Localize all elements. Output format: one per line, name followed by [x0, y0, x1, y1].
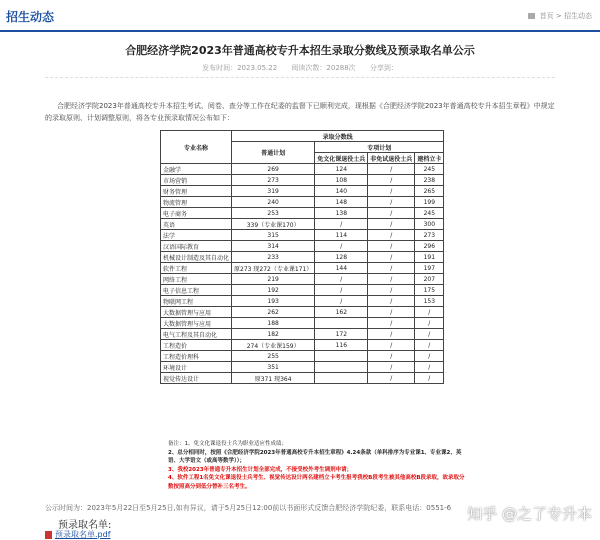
- cell-exempt: /: [368, 230, 415, 241]
- header-general: 普通计划: [232, 142, 315, 164]
- cell-general: 319: [232, 186, 315, 197]
- cell-general: 188: [232, 318, 315, 329]
- cell-major: 法学: [161, 230, 232, 241]
- cell-major: 英语: [161, 219, 232, 230]
- cell-vet: /: [315, 241, 368, 252]
- cell-general: 262: [232, 307, 315, 318]
- cell-major: 工程造价: [161, 340, 232, 351]
- cell-poor: /: [415, 307, 444, 318]
- cell-exempt: /: [368, 175, 415, 186]
- header-major: 专业名称: [161, 131, 232, 164]
- table-row: [161, 373, 444, 384]
- cell-poor: /: [415, 318, 444, 329]
- cell-general: 255: [232, 351, 315, 362]
- cell-vet: [315, 373, 368, 384]
- cell-major: 网络工程: [161, 274, 232, 285]
- cell-major: 视觉传达设计: [161, 373, 232, 384]
- breadcrumb-current[interactable]: 招生动态: [564, 12, 592, 20]
- cell-poor: /: [415, 351, 444, 362]
- table-row: [161, 340, 444, 351]
- cell-poor: 238: [415, 175, 444, 186]
- table-row: [161, 296, 444, 307]
- note-1: 备注：1、免文化课退役士兵为职业适应性成绩；: [168, 441, 288, 447]
- table-row: [161, 241, 444, 252]
- cell-vet: 114: [315, 230, 368, 241]
- cell-poor: 197: [415, 263, 444, 274]
- cell-poor: /: [415, 329, 444, 340]
- cell-exempt: /: [368, 296, 415, 307]
- cell-poor: 300: [415, 219, 444, 230]
- cell-general: 351: [232, 362, 315, 373]
- cell-vet: [315, 362, 368, 373]
- article-intro: 合肥经济学院2023年普通高校专升本招生考试、阅卷、查分等工作在纪委的监督下已顺利完成，现根据《合肥经济学院2023年普通高校专升本招生章程》中规定的录取原则、计划调整原则，将各专业预录取情况公布如下：: [45, 102, 555, 122]
- table-row: [161, 285, 444, 296]
- score-table: [160, 130, 444, 384]
- cell-major: 市场营销: [161, 175, 232, 186]
- cell-vet: 148: [315, 197, 368, 208]
- table-notes: [168, 440, 468, 491]
- cell-vet: [315, 318, 368, 329]
- header-special: 专项计划: [315, 142, 444, 153]
- cell-exempt: /: [368, 329, 415, 340]
- cell-general: 原273 现272（专业课171）: [232, 263, 315, 274]
- cell-major: 大数据管理与应用: [161, 318, 232, 329]
- table-row: [161, 175, 444, 186]
- cell-exempt: /: [368, 208, 415, 219]
- publish-time: 发布时间：2023.05.22: [202, 64, 278, 72]
- cell-vet: 144: [315, 263, 368, 274]
- breadcrumb-separator: >: [555, 12, 562, 20]
- cell-exempt: /: [368, 263, 415, 274]
- header-vet: 免文化课退役士兵: [315, 153, 368, 164]
- cell-major: 电子商务: [161, 208, 232, 219]
- header-poor: 建档立卡: [415, 153, 444, 164]
- cell-vet: 162: [315, 307, 368, 318]
- cell-poor: 273: [415, 230, 444, 241]
- cell-general: 192: [232, 285, 315, 296]
- pdf-link-label[interactable]: 预录取名单.pdf: [55, 530, 111, 539]
- cell-major: 工程造价理科: [161, 351, 232, 362]
- cell-exempt: /: [368, 197, 415, 208]
- cell-poor: 207: [415, 274, 444, 285]
- breadcrumb-home[interactable]: 首页: [539, 12, 554, 20]
- cell-general: 269: [232, 164, 315, 175]
- note-3: 3、我校2023年普通专升本招生计划全部完成，不接受校外考生调剂申请；: [168, 466, 353, 473]
- cell-exempt: /: [368, 252, 415, 263]
- cell-general: 315: [232, 230, 315, 241]
- article-meta: [0, 63, 600, 73]
- cell-general: 339（专业课170）: [232, 219, 315, 230]
- cell-exempt: /: [368, 241, 415, 252]
- table-row: [161, 274, 444, 285]
- cell-exempt: /: [368, 307, 415, 318]
- cell-general: 原371 现364: [232, 373, 315, 384]
- cell-vet: [315, 351, 368, 362]
- cell-major: 财务管理: [161, 186, 232, 197]
- cell-poor: /: [415, 373, 444, 384]
- cell-poor: 199: [415, 197, 444, 208]
- cell-vet: /: [315, 274, 368, 285]
- cell-vet: /: [315, 296, 368, 307]
- cell-poor: 175: [415, 285, 444, 296]
- cell-major: 物流管理: [161, 197, 232, 208]
- cell-general: 182: [232, 329, 315, 340]
- cell-general: 274（专业课159）: [232, 340, 315, 351]
- cell-major: 金融学: [161, 164, 232, 175]
- table-row: [161, 318, 444, 329]
- note-4: 4、软件工程1名免文化课退役士兵考生、视觉传达设计两名建档立卡考生报考我校B段考生被其他高校B段录取，故录取分数按照高分到低分替补三名考生。: [168, 475, 465, 490]
- cell-exempt: /: [368, 351, 415, 362]
- cell-exempt: /: [368, 362, 415, 373]
- pre-admission-heading: 预录取名单:: [58, 520, 112, 531]
- table-row: [161, 362, 444, 373]
- cell-vet: 124: [315, 164, 368, 175]
- cell-vet: 138: [315, 208, 368, 219]
- cell-major: 软件工程: [161, 263, 232, 274]
- cell-vet: /: [315, 285, 368, 296]
- cell-general: 219: [232, 274, 315, 285]
- cell-vet: 128: [315, 252, 368, 263]
- cell-exempt: /: [368, 164, 415, 175]
- cell-general: 240: [232, 197, 315, 208]
- table-row: [161, 219, 444, 230]
- header-cutoff: 录取分数线: [232, 131, 444, 142]
- cell-poor: 153: [415, 296, 444, 307]
- note-2: 2、总分相同时，按照《合肥经济学院2023年普通高校专升本招生章程》4.24条款（单科排序为专业课1、专业课2、英语、大学语文（或高等数学））；: [168, 449, 462, 464]
- public-notice-contact: 公示时间为：2023年5月22日至5月25日,如有异议，请于5月25日12:00前以书面形式反馈合肥经济学院纪委，联系电话：0551-6: [45, 504, 452, 512]
- home-icon: [528, 13, 535, 19]
- cell-poor: 191: [415, 252, 444, 263]
- table-row: [161, 164, 444, 175]
- table-row: [161, 307, 444, 318]
- cell-exempt: /: [368, 186, 415, 197]
- cell-exempt: /: [368, 219, 415, 230]
- cell-poor: /: [415, 362, 444, 373]
- cell-exempt: /: [368, 274, 415, 285]
- table-row: [161, 252, 444, 263]
- pdf-download-link[interactable]: [45, 529, 111, 540]
- cell-vet: 140: [315, 186, 368, 197]
- cell-vet: 116: [315, 340, 368, 351]
- cell-poor: 265: [415, 186, 444, 197]
- table-row: [161, 208, 444, 219]
- divider: [45, 77, 555, 78]
- cell-poor: 296: [415, 241, 444, 252]
- score-table-image: [160, 130, 443, 450]
- cell-exempt: /: [368, 373, 415, 384]
- table-row: [161, 186, 444, 197]
- cell-major: 物联网工程: [161, 296, 232, 307]
- cell-poor: /: [415, 340, 444, 351]
- cell-general: 193: [232, 296, 315, 307]
- table-row: [161, 329, 444, 340]
- cell-major: 电子信息工程: [161, 285, 232, 296]
- cell-exempt: /: [368, 340, 415, 351]
- cell-major: 大数据管理与应用: [161, 307, 232, 318]
- view-count: 阅读次数：20288次: [291, 64, 356, 72]
- cell-poor: 245: [415, 208, 444, 219]
- cell-major: 机械设计制造及其自动化: [161, 252, 232, 263]
- cell-poor: 245: [415, 164, 444, 175]
- cell-general: 314: [232, 241, 315, 252]
- cell-exempt: /: [368, 285, 415, 296]
- cell-general: 273: [232, 175, 315, 186]
- cell-vet: /: [315, 219, 368, 230]
- table-row: [161, 351, 444, 362]
- cell-major: 电气工程及其自动化: [161, 329, 232, 340]
- header-exempt: 非免试退役士兵: [368, 153, 415, 164]
- pdf-file-icon: [45, 531, 52, 539]
- zhihu-watermark: 知乎 @之了专升本: [467, 505, 592, 523]
- table-row: [161, 230, 444, 241]
- cell-major: 汉语国际教育: [161, 241, 232, 252]
- cell-exempt: /: [368, 318, 415, 329]
- cell-general: 233: [232, 252, 315, 263]
- article-title: 合肥经济学院2023年普通高校专升本招生录取分数线及预录取名单公示: [125, 44, 475, 57]
- section-header: [0, 0, 600, 32]
- table-row: [161, 263, 444, 274]
- table-row: [161, 197, 444, 208]
- cell-vet: 172: [315, 329, 368, 340]
- cell-general: 253: [232, 208, 315, 219]
- breadcrumb: [528, 11, 592, 21]
- section-title: 招生动态: [6, 10, 55, 24]
- cell-major: 环境设计: [161, 362, 232, 373]
- share-label[interactable]: 分享到：: [369, 64, 398, 72]
- cell-vet: 108: [315, 175, 368, 186]
